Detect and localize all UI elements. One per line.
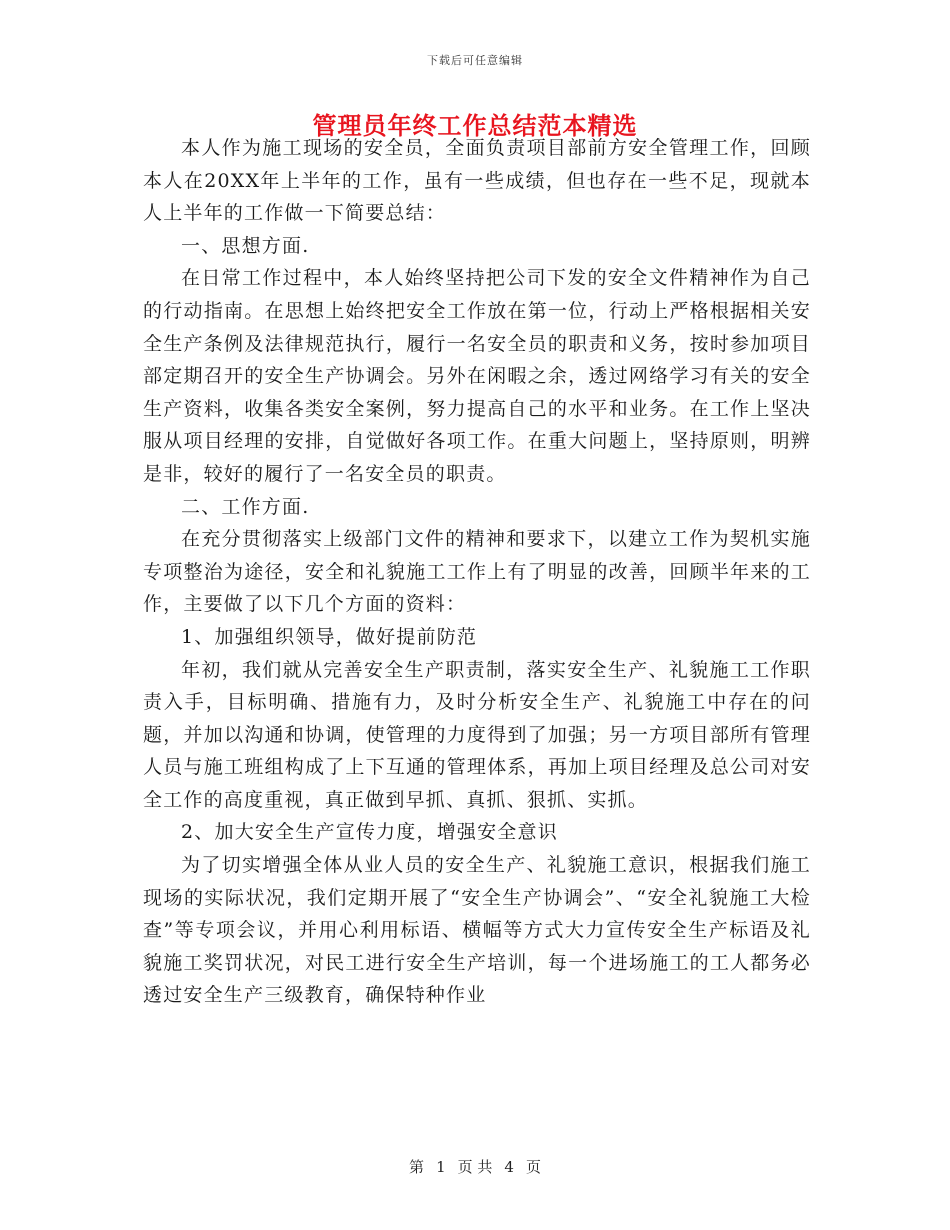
footer-suffix: 页 bbox=[525, 1158, 541, 1176]
paragraph-thought: 在日常工作过程中，本人始终坚持把公司下发的安全文件精神作为自己的行动指南。在思想上始终把安全工作放在第一位，行动上严格根据相关安全生产条例及法律规范执行，履行一名安全员的职责和义务，按时参加项目部定期召开的安全生产协调会。另外在闲暇之余，透过网络学习有关的安全生产资料，收集各类安全案例，努力提高自己的水平和业务。在工作上坚决服从项目经理的安排，自觉做好各项工作。在重大问题上，坚持原则，明辨是非，较好的履行了一名安全员的职责。 bbox=[143, 267, 811, 485]
header-note: 下载后可任意编辑 bbox=[427, 54, 523, 67]
section-heading-thought: 一、思想方面. bbox=[181, 234, 310, 257]
footer-prefix: 第 bbox=[409, 1158, 425, 1176]
page-number-total: 4 bbox=[504, 1158, 514, 1176]
subheading-organization: 1、加强组织领导，做好提前防范 bbox=[181, 625, 478, 648]
paragraph-intro: 本人作为施工现场的安全员，全面负责项目部前方安全管理工作，回顾本人在20XX年上半年的工作，虽有一些成绩，但也存在一些不足，现就本人上半年的工作做一下简要总结： bbox=[143, 137, 811, 225]
page-number-current: 1 bbox=[436, 1158, 446, 1176]
paragraph-work: 在充分贯彻落实上级部门文件的精神和要求下，以建立工作为契机实施专项整治为途径，安全和礼貌施工工作上有了明显的改善，回顾半年来的工作，主要做了以下几个方面的资料： bbox=[143, 528, 811, 616]
paragraph-publicity: 为了切实增强全体从业人员的安全生产、礼貌施工意识，根据我们施工现场的实际状况，我们定期开展了“安全生产协调会”、“安全礼貌施工大检查”等专项会议，并用心利用标语、横幅等方式大力宣传安全生产标语及礼貌施工奖罚状况，对民工进行安全生产培训，每一个进场施工的工人都务必透过安全生产三级教育，确保特种作业 bbox=[143, 854, 811, 1007]
subheading-publicity: 2、加大安全生产宣传力度，增强安全意识 bbox=[181, 821, 558, 844]
document-body bbox=[143, 132, 811, 1012]
section-heading-work: 二、工作方面. bbox=[181, 495, 310, 518]
document-title: 管理员年终工作总结范本精选 bbox=[312, 111, 638, 140]
paragraph-organization: 年初，我们就从完善安全生产职责制，落实安全生产、礼貌施工工作职责入手，目标明确、措施有力，及时分析安全生产、礼貌施工中存在的问题，并加以沟通和协调，使管理的力度得到了加强；另一方项目部所有管理人员与施工班组构成了上下互通的管理体系，再加上项目经理及总公司对安全工作的高度重视，真正做到早抓、真抓、狠抓、实抓。 bbox=[143, 658, 811, 811]
footer-mid: 页 共 bbox=[457, 1158, 493, 1176]
page-footer bbox=[0, 1156, 950, 1177]
